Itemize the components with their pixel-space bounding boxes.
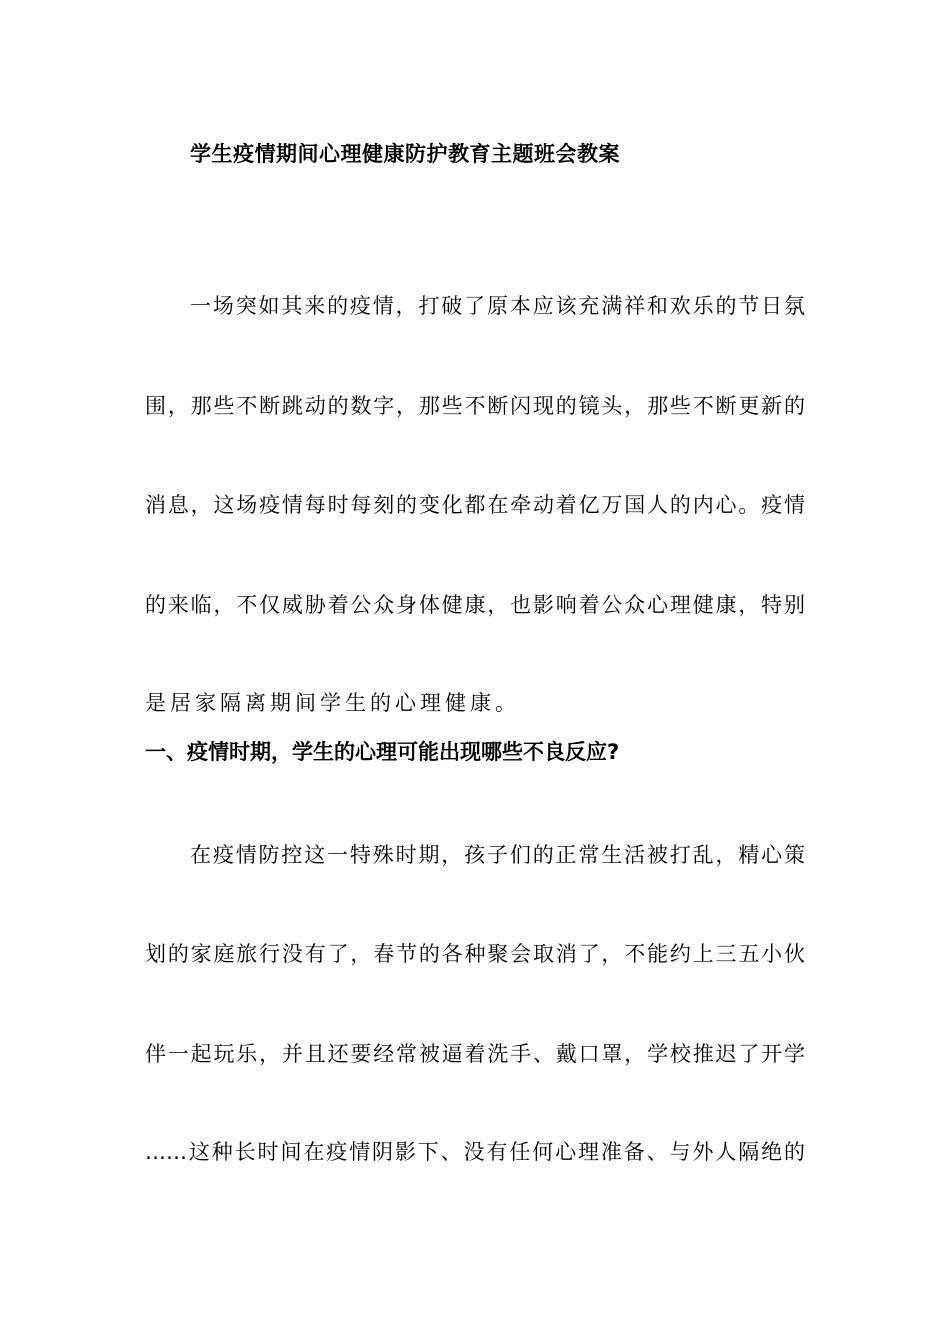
section-heading: 一、疫情时期，学生的心理可能出现哪些不良反应?	[145, 740, 620, 764]
paragraph-line: 消息，这场疫情每时每刻的变化都在牵动着亿万国人的内心。疫情	[145, 493, 805, 517]
paragraph-line: 一场突如其来的疫情，打破了原本应该充满祥和欢乐的节日氛	[190, 294, 805, 318]
paragraph-line: ……这种长时间在疫情阴影下、没有任何心理准备、与外人隔绝的	[145, 1140, 805, 1164]
paragraph-line: 围，那些不断跳动的数字，那些不断闪现的镜头，那些不断更新的	[145, 394, 805, 418]
paragraph-line: 伴一起玩乐，并且还要经常被逼着洗手、戴口罩，学校推迟了开学	[145, 1042, 805, 1066]
paragraph-line: 划的家庭旅行没有了，春节的各种聚会取消了，不能约上三五小伙	[145, 942, 805, 966]
document-title: 学生疫情期间心理健康防护教育主题班会教案	[190, 142, 620, 166]
paragraph-line: 的来临，不仅威胁着公众身体健康，也影响着公众心理健康，特别	[145, 593, 805, 617]
paragraph-line: 在疫情防控这一特殊时期，孩子们的正常生活被打乱，精心策	[190, 843, 805, 867]
paragraph-line: 是居家隔离期间学生的心理健康。	[145, 691, 520, 715]
